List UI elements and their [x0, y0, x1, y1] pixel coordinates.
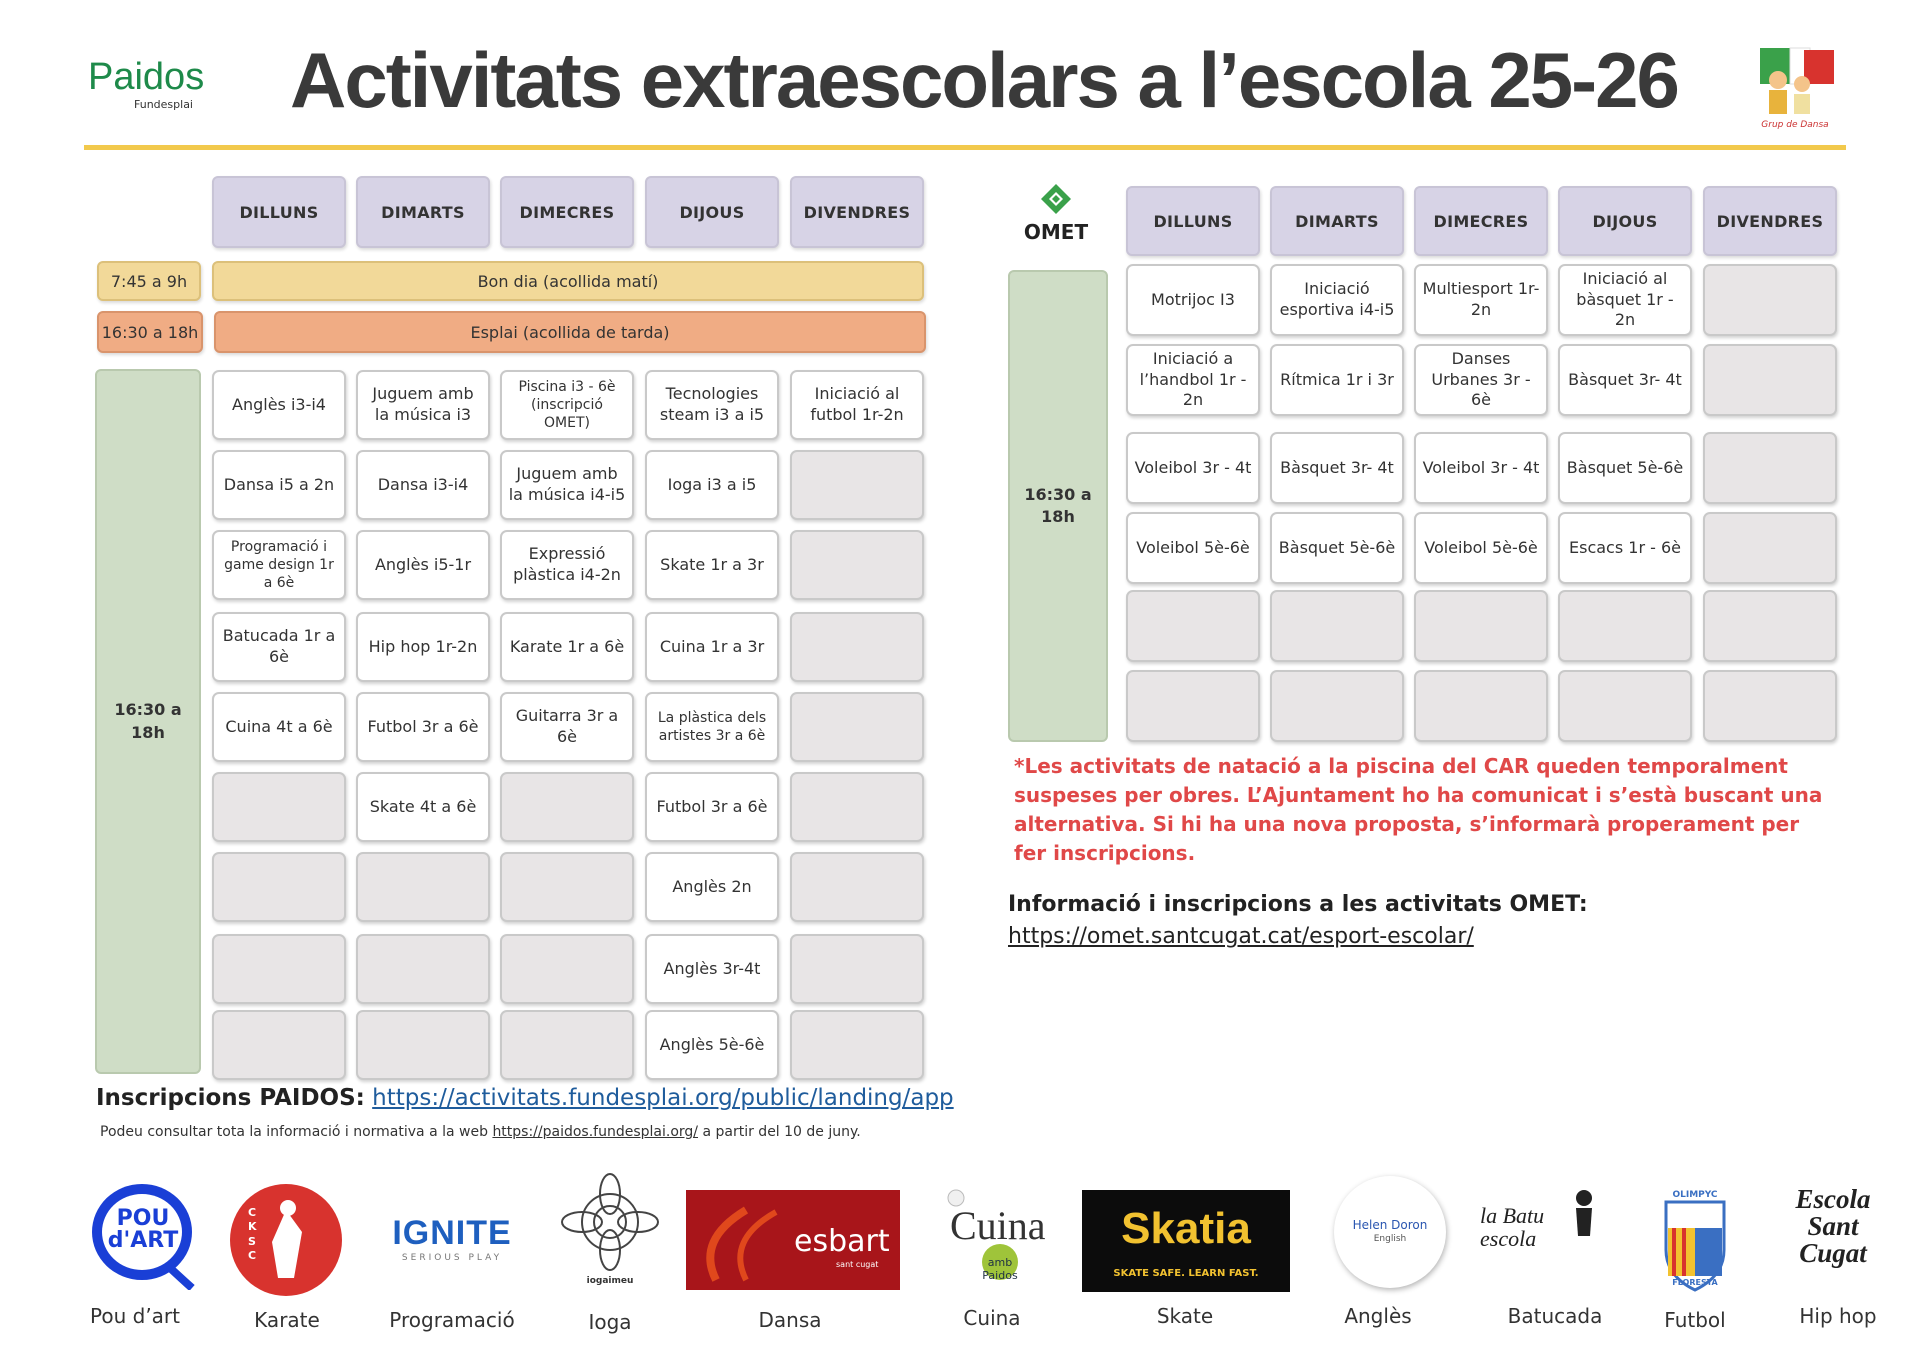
karate-logo: [228, 1182, 344, 1298]
skatia-logo: [1082, 1190, 1290, 1292]
left-empty-cell: [212, 852, 346, 922]
karate-logo-graphic: [228, 1182, 344, 1298]
left-time-block: 16:30 a 18h: [95, 369, 201, 1074]
ioga-mandala-icon: [560, 1172, 660, 1272]
left-activity-cell: Karate 1r a 6è: [500, 612, 634, 682]
right-activity-cell: Bàsquet 5è-6è: [1270, 512, 1404, 584]
ioga-mark: iogaimeu: [586, 1276, 634, 1286]
angles-label: Anglès: [1344, 1304, 1412, 1328]
omet-diamond-icon: [1022, 182, 1090, 216]
right-empty-cell: [1703, 512, 1837, 584]
right-activity-cell: Motrijoc I3: [1126, 264, 1260, 336]
karate-label: Karate: [254, 1308, 320, 1332]
escola-sant-cugat-mark: Escola Sant Cugat: [1795, 1184, 1871, 1268]
left-activity-cell: Piscina i3 - 6è (inscripció OMET): [500, 370, 634, 440]
right-activity-cell: Bàsquet 5è-6è: [1558, 432, 1692, 504]
right-empty-cell: [1703, 590, 1837, 662]
olimpyc-shield-icon: [1660, 1190, 1730, 1292]
left-empty-cell: [790, 450, 924, 520]
right-empty-cell: [1703, 670, 1837, 742]
left-empty-cell: [500, 772, 634, 842]
right-empty-cell: [1414, 590, 1548, 662]
left-activity-cell: Dansa i5 a 2n: [212, 450, 346, 520]
left-activity-cell: Anglès i3-i4: [212, 370, 346, 440]
right-day-dimarts: DIMARTS: [1270, 186, 1404, 256]
cuina-sub: amb Paidos: [982, 1256, 1018, 1282]
left-activity-cell: Juguem amb la música i4-i5: [500, 450, 634, 520]
morning-time: 7:45 a 9h: [97, 261, 201, 301]
afternoon-time: 16:30 a 18h: [97, 311, 203, 353]
ignite-logo: [388, 1214, 516, 1264]
left-activity-cell: Skate 4t a 6è: [356, 772, 490, 842]
pou-dart-label: Pou d’art: [90, 1304, 180, 1328]
page-title: Activitats extraescolars a l’escola 25-26: [290, 36, 1678, 124]
afternoon-band: Esplai (acollida de tarda): [214, 311, 926, 353]
ignite-sub: SERIOUS PLAY: [401, 1253, 503, 1263]
paidos-logo-text: Paidos: [88, 56, 205, 98]
right-activity-cell: Voleibol 3r - 4t: [1126, 432, 1260, 504]
left-empty-cell: [500, 1010, 634, 1080]
morning-band: Bon dia (acollida matí): [212, 261, 924, 301]
omet-logo: [1022, 182, 1090, 244]
left-activity-cell: Anglès i5-1r: [356, 530, 490, 600]
right-day-dimecres: DIMECRES: [1414, 186, 1548, 256]
left-activity-cell: Guitarra 3r a 6è: [500, 692, 634, 762]
right-activity-cell: Bàsquet 3r- 4t: [1270, 432, 1404, 504]
left-day-divendres: DIVENDRES: [790, 176, 924, 248]
right-activity-cell: Iniciació a l’handbol 1r - 2n: [1126, 344, 1260, 416]
pou-dart-logo: [88, 1180, 198, 1290]
right-activity-cell: Rítmica 1r i 3r: [1270, 344, 1404, 416]
right-empty-cell: [1414, 670, 1548, 742]
left-activity-cell: Cuina 1r a 3r: [645, 612, 779, 682]
pou-dart-mark: POU d'ART: [107, 1206, 179, 1253]
natacio-notice: *Les activitats de natació a la piscina del CAR queden temporalment suspeses per obres. L’Ajuntament ho ha comunicat i s’està buscant una alternativa. Si hi ha una nova proposta, s’informarà properament per fer inscripcions.: [1014, 754, 1823, 865]
left-empty-cell: [356, 934, 490, 1004]
ignite-mark: IGNITE: [392, 1214, 512, 1252]
left-activity-cell: Skate 1r a 3r: [645, 530, 779, 600]
paidos-inscriptions-link[interactable]: https://activitats.fundesplai.org/public/landing/app: [372, 1085, 954, 1111]
right-time-block: 16:30 a 18h: [1008, 270, 1108, 742]
right-empty-cell: [1270, 590, 1404, 662]
right-activity-cell: Iniciació esportiva i4-i5: [1270, 264, 1404, 336]
helen-doron-logo: [1334, 1176, 1446, 1288]
programacio-label: Programació: [389, 1308, 515, 1332]
cuina-mark: Cuina: [950, 1203, 1046, 1248]
right-empty-cell: [1126, 590, 1260, 662]
right-day-dilluns: DILLUNS: [1126, 186, 1260, 256]
hip-hop-label: Hip hop: [1799, 1304, 1877, 1328]
left-empty-cell: [500, 852, 634, 922]
cuina-label: Cuina: [963, 1306, 1021, 1330]
left-empty-cell: [790, 1010, 924, 1080]
esbart-mark: esbart: [794, 1224, 890, 1259]
left-activity-cell: Hip hop 1r-2n: [356, 612, 490, 682]
school-logo-text: Grup de Dansa: [1761, 120, 1829, 130]
dansa-label: Dansa: [758, 1308, 822, 1332]
right-empty-cell: [1703, 264, 1837, 336]
left-activity-cell: Dansa i3-i4: [356, 450, 490, 520]
cuina-logo: [942, 1186, 1046, 1286]
left-day-dimarts: DIMARTS: [356, 176, 490, 248]
right-empty-cell: [1270, 670, 1404, 742]
right-empty-cell: [1703, 432, 1837, 504]
paidos-note-before: Podeu consultar tota la informació i normativa a la web: [100, 1124, 493, 1140]
omet-info-title: Informació i inscripcions a les activitats OMET:: [1008, 892, 1588, 917]
left-activity-cell: Tecnologies steam i3 a i5: [645, 370, 779, 440]
left-empty-cell: [500, 934, 634, 1004]
ioga-label: Ioga: [588, 1310, 632, 1334]
olimpyc-logo: [1660, 1190, 1730, 1292]
skate-label: Skate: [1156, 1304, 1214, 1328]
olimpyc-sub: FLORESTA: [1672, 1278, 1718, 1287]
left-empty-cell: [790, 692, 924, 762]
right-activity-cell: Voleibol 3r - 4t: [1414, 432, 1548, 504]
school-logo: [1752, 44, 1838, 136]
skatia-mark: Skatia: [1121, 1204, 1251, 1253]
ioga-logo: [560, 1172, 660, 1288]
left-activity-cell: Ioga i3 a i5: [645, 450, 779, 520]
right-activity-cell: Bàsquet 3r- 4t: [1558, 344, 1692, 416]
batucada-logo: [1480, 1186, 1604, 1266]
left-activity-cell: Anglès 5è-6è: [645, 1010, 779, 1080]
esbart-logo: [686, 1190, 900, 1290]
right-activity-cell: Voleibol 5è-6è: [1414, 512, 1548, 584]
left-day-dijous: DIJOUS: [645, 176, 779, 248]
left-activity-cell: Futbol 3r a 6è: [645, 772, 779, 842]
left-empty-cell: [212, 772, 346, 842]
right-day-dijous: DIJOUS: [1558, 186, 1692, 256]
paidos-note: [100, 1124, 861, 1140]
right-empty-cell: [1126, 670, 1260, 742]
karate-mark: CKSC: [248, 1206, 257, 1262]
omet-logo-text: OMET: [1023, 220, 1089, 244]
right-empty-cell: [1558, 670, 1692, 742]
right-activity-cell: Multiesport 1r-2n: [1414, 264, 1548, 336]
paidos-inscriptions: [96, 1085, 954, 1111]
paidos-note-after: a partir del 10 de juny.: [698, 1124, 861, 1140]
esbart-sub: sant cugat: [836, 1260, 879, 1269]
left-empty-cell: [790, 852, 924, 922]
right-empty-cell: [1558, 590, 1692, 662]
left-activity-cell: Futbol 3r a 6è: [356, 692, 490, 762]
left-activity-cell: Programació i game design 1r a 6è: [212, 530, 346, 600]
right-activity-cell: Escacs 1r - 6è: [1558, 512, 1692, 584]
left-activity-cell: Iniciació al futbol 1r-2n: [790, 370, 924, 440]
escola-sant-cugat-logo: [1788, 1186, 1878, 1282]
left-empty-cell: [790, 934, 924, 1004]
paidos-note-link[interactable]: https://paidos.fundesplai.org/: [492, 1124, 699, 1140]
paidos-logo: [88, 58, 218, 118]
left-activity-cell: Juguem amb la música i3: [356, 370, 490, 440]
left-activity-cell: La plàstica dels artistes 3r a 6è: [645, 692, 779, 762]
olimpyc-mark: OLIMPYC: [1672, 1190, 1718, 1200]
fundesplai-logo-text: Fundesplai: [134, 98, 193, 111]
helen-doron-sub: English: [1373, 1234, 1407, 1244]
right-activity-cell: Danses Urbanes 3r - 6è: [1414, 344, 1548, 416]
left-empty-cell: [356, 1010, 490, 1080]
right-empty-cell: [1703, 344, 1837, 416]
omet-info-link[interactable]: https://omet.santcugat.cat/esport-escolar/: [1008, 924, 1474, 949]
left-empty-cell: [790, 530, 924, 600]
left-empty-cell: [790, 612, 924, 682]
header-divider: [84, 145, 1846, 150]
left-empty-cell: [356, 852, 490, 922]
left-activity-cell: Anglès 2n: [645, 852, 779, 922]
left-day-dimecres: DIMECRES: [500, 176, 634, 248]
left-empty-cell: [212, 934, 346, 1004]
futbol-label: Futbol: [1664, 1308, 1726, 1332]
left-activity-cell: Expressió plàstica i4-2n: [500, 530, 634, 600]
batucada-label: Batucada: [1507, 1304, 1603, 1328]
right-activity-cell: Iniciació al bàsquet 1r - 2n: [1558, 264, 1692, 336]
left-activity-cell: Anglès 3r-4t: [645, 934, 779, 1004]
left-day-dilluns: DILLUNS: [212, 176, 346, 248]
left-activity-cell: Batucada 1r a 6è: [212, 612, 346, 682]
batucada-mark: la Batu escola: [1480, 1203, 1545, 1252]
right-activity-cell: Voleibol 5è-6è: [1126, 512, 1260, 584]
skatia-sub: SKATE SAFE. LEARN FAST.: [1113, 1268, 1259, 1279]
left-empty-cell: [790, 772, 924, 842]
right-day-divendres: DIVENDRES: [1703, 186, 1837, 256]
left-empty-cell: [212, 1010, 346, 1080]
helen-doron-mark: Helen Doron: [1352, 1218, 1428, 1232]
paidos-inscriptions-label: Inscripcions PAIDOS:: [96, 1085, 365, 1111]
left-activity-cell: Cuina 4t a 6è: [212, 692, 346, 762]
